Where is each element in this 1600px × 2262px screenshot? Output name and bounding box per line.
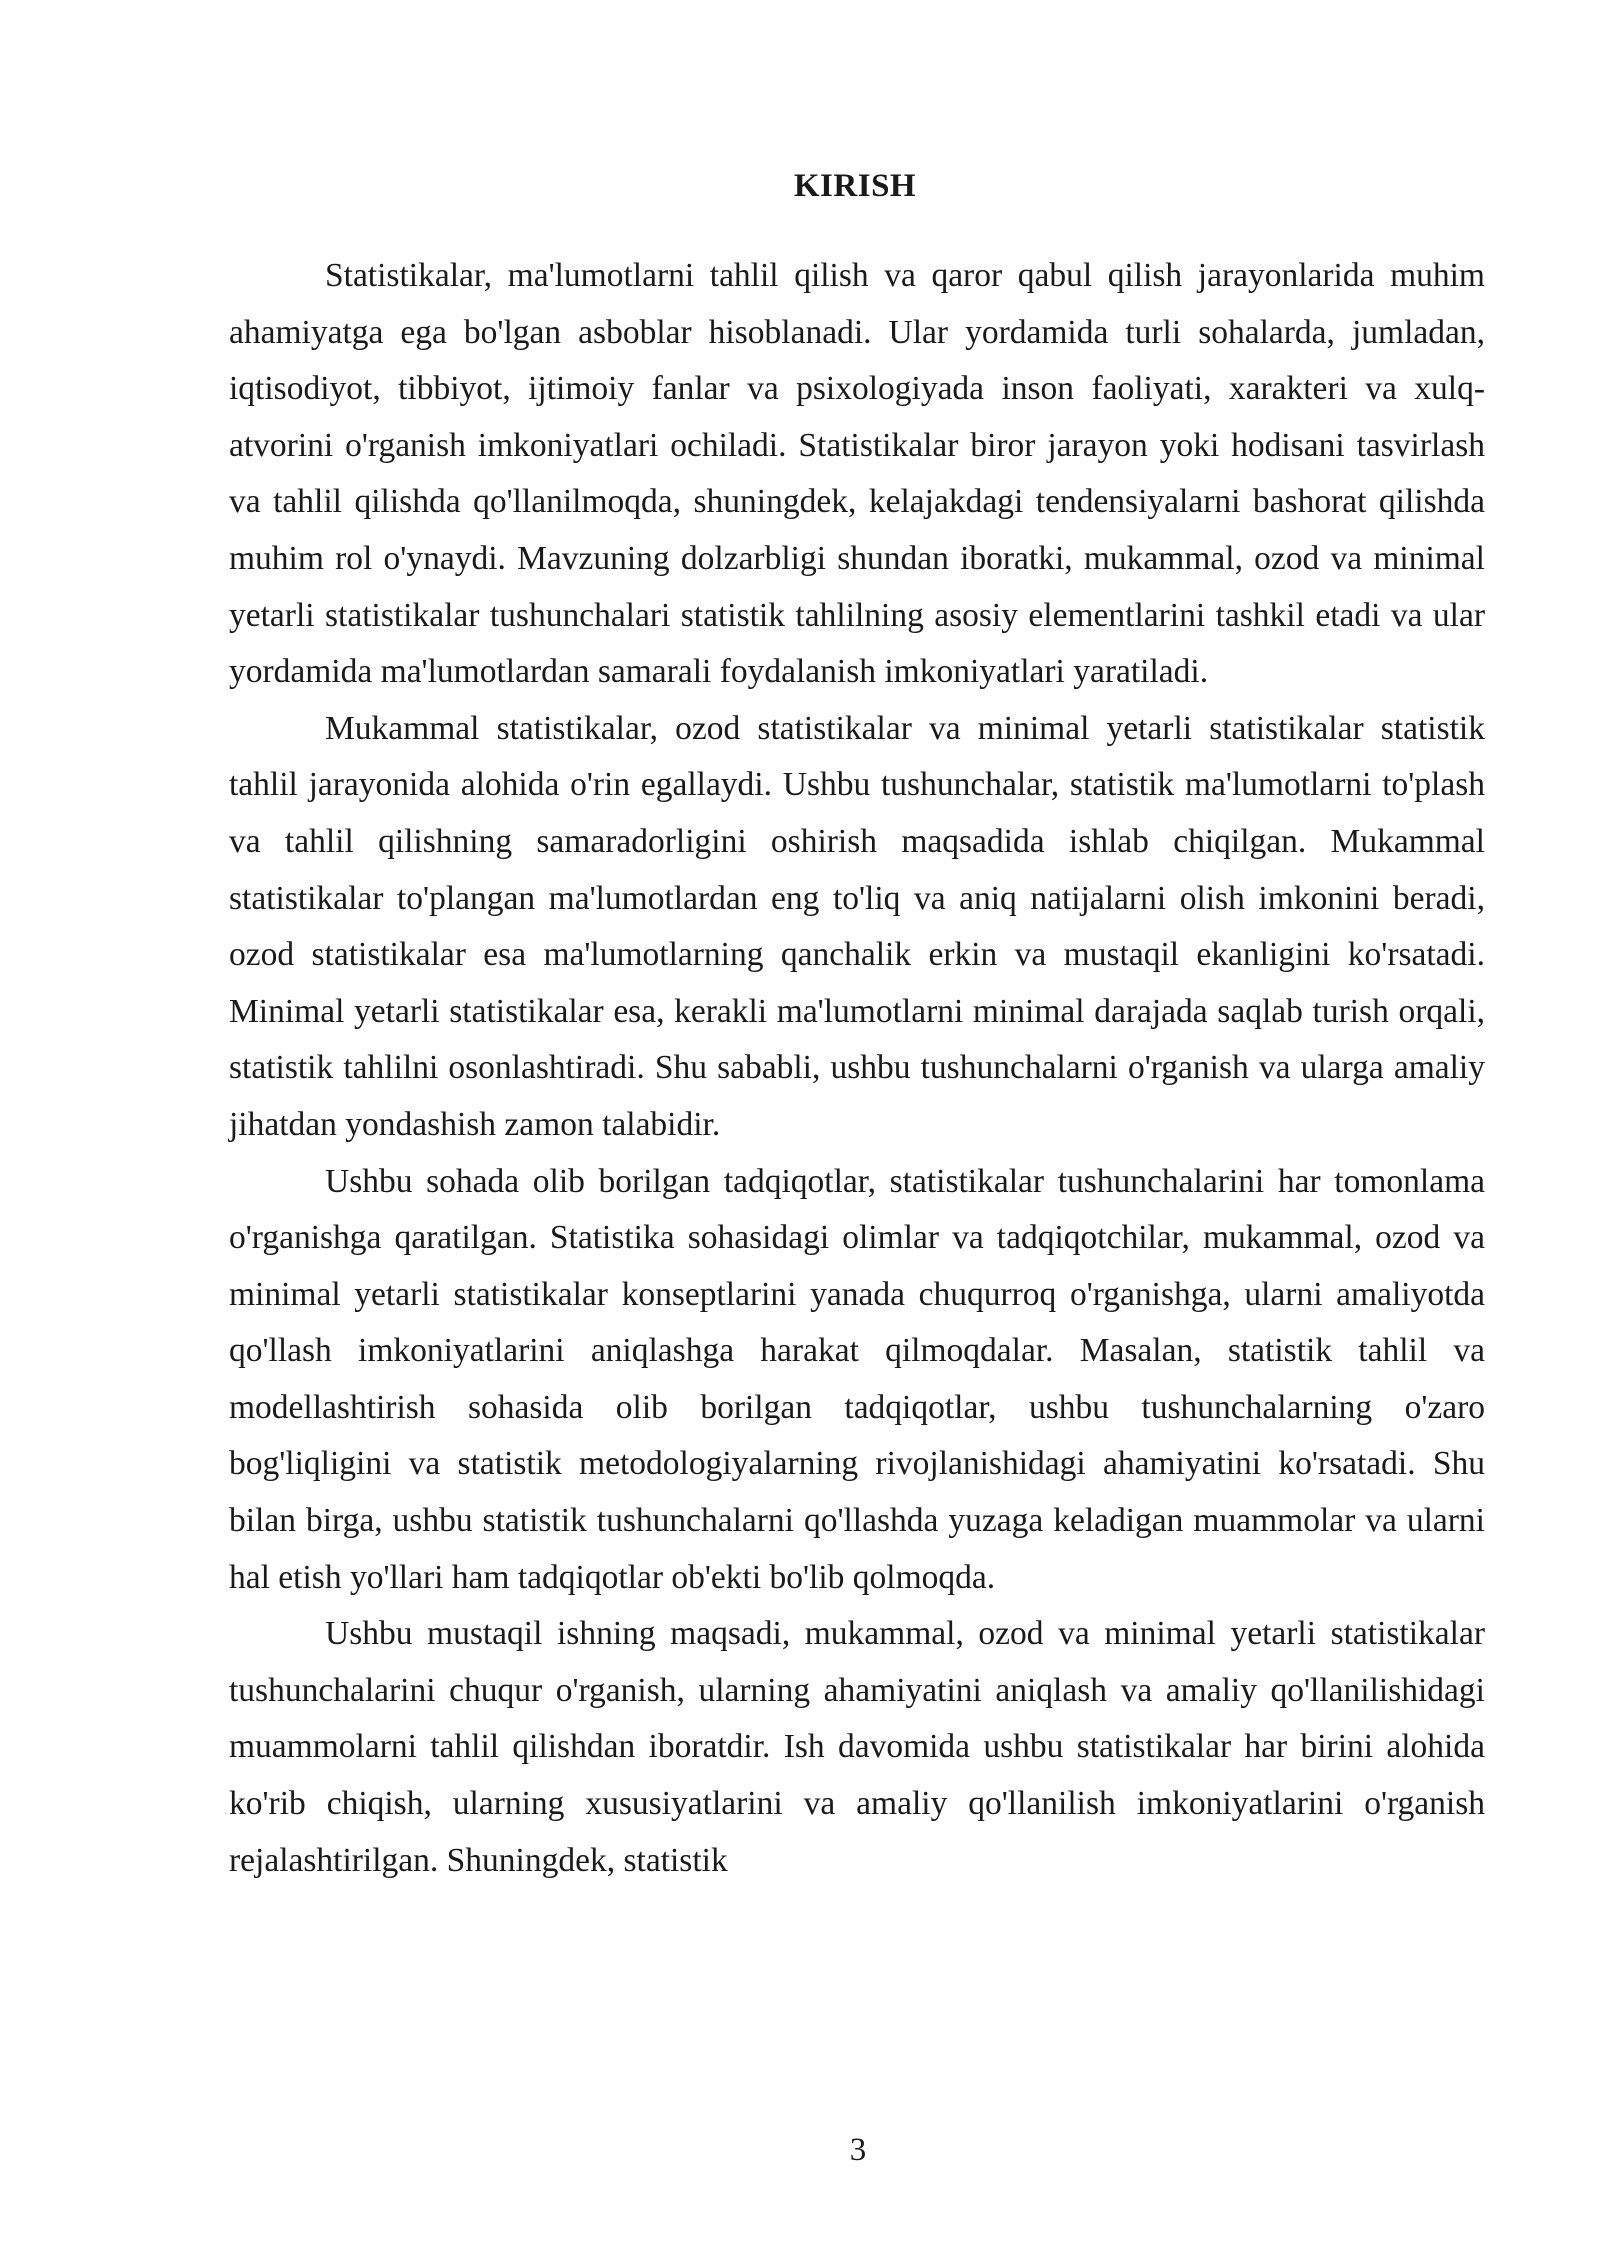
- paragraph: Mukammal statistikalar, ozod statistikalar va minimal yetarli statistikalar statistik tahlil jarayonida alohida o'rin egallaydi. Ushbu tushunchalar, statistik ma'lumotlarni to'plash va tahlil qilishning samaradorligini oshirish maqsadida ishlab chiqilgan. Mukammal statistikalar to'plangan ma'lumotlardan eng to'liq va aniq natijalarni olish imkonini beradi, ozod statistikalar esa ma'lumotlarning qanchalik erkin va mustaqil ekanligini ko'rsatadi. Minimal yetarli statistikalar esa, kerakli ma'lumotlarni minimal darajada saqlab turish orqali, statistik tahlilni osonlashtiradi. Shu sababli, ushbu tushunchalarni o'rganish va ularga amaliy jihatdan yondashish zamon talabidir.: [229, 709, 1485, 1143]
- section-heading: KIRISH: [793, 168, 917, 204]
- paragraph: Ushbu sohada olib borilgan tadqiqotlar, statistikalar tushunchalarini har tomonlama o'rganishga qaratilgan. Statistika sohasidagi olimlar va tadqiqotchilar, mukammal, ozod va minimal yetarli statistikalar konseptlarini yanada chuqurroq o'rganishga, ularni amaliyotda qo'llash imkoniyatlarini aniqlashga harakat qilmoqdalar. Masalan, statistik tahlil va modellashtirish sohasida olib borilgan tadqiqotlar, ushbu tushunchalarning o'zaro bog'liqligini va statistik metodologiyalarning rivojlanishidagi ahamiyatini ko'rsatadi. Shu bilan birga, ushbu statistik tushunchalarni qo'llashda yuzaga keladigan muammolar va ularni hal etish yo'llari ham tadqiqotlar ob'ekti bo'lib qolmoqda.: [229, 1162, 1485, 1596]
- paragraph: Ushbu mustaqil ishning maqsadi, mukammal, ozod va minimal yetarli statistikalar tushunchalarini chuqur o'rganish, ularning ahamiyatini aniqlash va amaliy qo'llanilishidagi muammolarni tahlil qilishdan iboratdir. Ish davomida ushbu statistikalar har birini alohida ko'rib chiqish, ularning xususiyatlarini va amaliy qo'llanilish imkoniyatlarini o'rganish rejalashtirilgan. Shuningdek, statistik: [229, 1615, 1485, 1879]
- page-number: 3: [849, 2132, 867, 2168]
- body-text: [229, 248, 1485, 1889]
- paragraph: Statistikalar, ma'lumotlarni tahlil qilish va qaror qabul qilish jarayonlarida muhim ahamiyatga ega bo'lgan asboblar hisoblanadi. Ular yordamida turli sohalarda, jumladan, iqtisodiyot, tibbiyot, ijtimoiy fanlar va psixologiyada inson faoliyati, xarakteri va xulq-atvorini o'rganish imkoniyatlari ochiladi. Statistikalar biror jarayon yoki hodisani tasvirlash va tahlil qilishda qo'llanilmoqda, shuningdek, kelajakdagi tendensiyalarni bashorat qilishda muhim rol o'ynaydi. Mavzuning dolzarbligi shundan iboratki, mukammal, ozod va minimal yetarli statistikalar tushunchalari statistik tahlilning asosiy elementlarini tashkil etadi va ular yordamida ma'lumotlardan samarali foydalanish imkoniyatlari yaratiladi.: [229, 257, 1485, 691]
